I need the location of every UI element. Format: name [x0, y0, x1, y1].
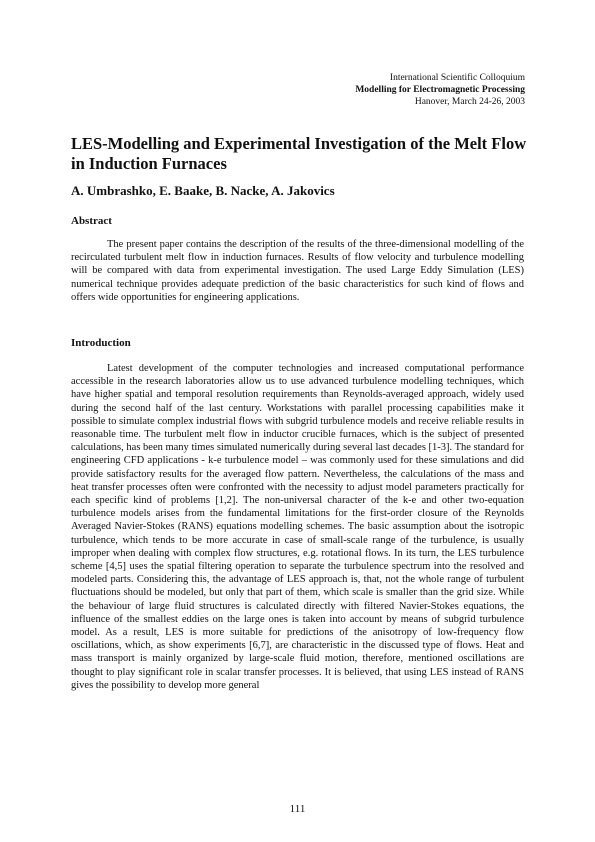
introduction-heading: Introduction: [71, 337, 131, 349]
paper-authors: A. Umbrashko, E. Baake, B. Nacke, A. Jakovics: [71, 183, 335, 198]
paper-title: LES-Modelling and Experimental Investigation of the Melt Flow in Induction Furnaces: [71, 134, 527, 173]
conference-name: International Scientific Colloquium: [389, 73, 525, 83]
conference-date: Hanover, March 24-26, 2003: [414, 97, 525, 107]
introduction-text: Latest development of the computer technologies and increased computational performance accessible in the research laboratories allow us to use advanced turbulence modelling techniques, which have higher spatial and temporal resolution requirements than Reynolds-averaged approach, widely used during the second half of the last century. Workstations with parallel processing capabilities make it possible to simulate complex industrial flows with subgrid turbulence models and receive reliable results in reasonable time. The turbulent melt flow in inductor crucible furnaces, which is the subject of presented calculations, has been many times simulated numerically during several last decades [1-3]. The standard for engineering CFD applications - k-e turbulence model – was commonly used for these simulations and did provide satisfactory results for the averaged flow pattern. Nevertheless, the calculations of the mass and heat transfer processes often were confronted with the necessity to adjust model parameters practically for each specific kind of problems [1,2]. The non-universal character of the k-e and other two-equation turbulence models arises from the fundamental limitations for the first-order closure of the Reynolds Averaged Navier-Stokes (RANS) equations modelling schemes. The basic assumption about the isotropic turbulence, which tends to be more accurate in case of small-scale range of the turbulence, is usually improper when dealing with complex flow structures, e.g. rotational flows. In its turn, the LES turbulence scheme [4,5] uses the spatial filtering operation to separate the turbulence spectrum into the resolved and modeled parts. Considering this, the advantage of LES approach is, that, not the whole range of turbulent fluctuations should be modeled, but only that part of them, which scale is smaller than the grid size. While the behaviour of large fluid structures is calculated directly with filtered Navier-Stokes equations, the influence of the smallest eddies on the large ones is taken into account by means of subgrid turbulence model. As a result, LES is more suitable for predictions of the anisotropy of low-frequency flow oscillations, which, as show experiments [6,7], are characteristic in the discussed type of flows. Heat and mass transport is mainly organized by large-scale fluid motion, therefore, mentioned oscillations are thought to play significant role in scalar transfer processes. It is believed, that using LES instead of RANS gives the possibility to develop more general: [71, 363, 524, 691]
abstract-text: The present paper contains the description of the results of the three-dimensional modelling of the recirculated turbulent melt flow in induction furnaces. Results of flow velocity and turbulence modelling will be compared with data from experimental investigation. The used Large Eddy Simulation (LES) numerical technique provides adequate prediction of the basic characteristics for such kind of flows and offers wide opportunities for engineering applications.: [71, 239, 524, 303]
page-number: 111: [289, 803, 306, 815]
conference-subtitle: Modelling for Electromagnetic Processing: [355, 85, 525, 95]
abstract-heading: Abstract: [71, 215, 112, 227]
conference-header: [355, 72, 525, 108]
